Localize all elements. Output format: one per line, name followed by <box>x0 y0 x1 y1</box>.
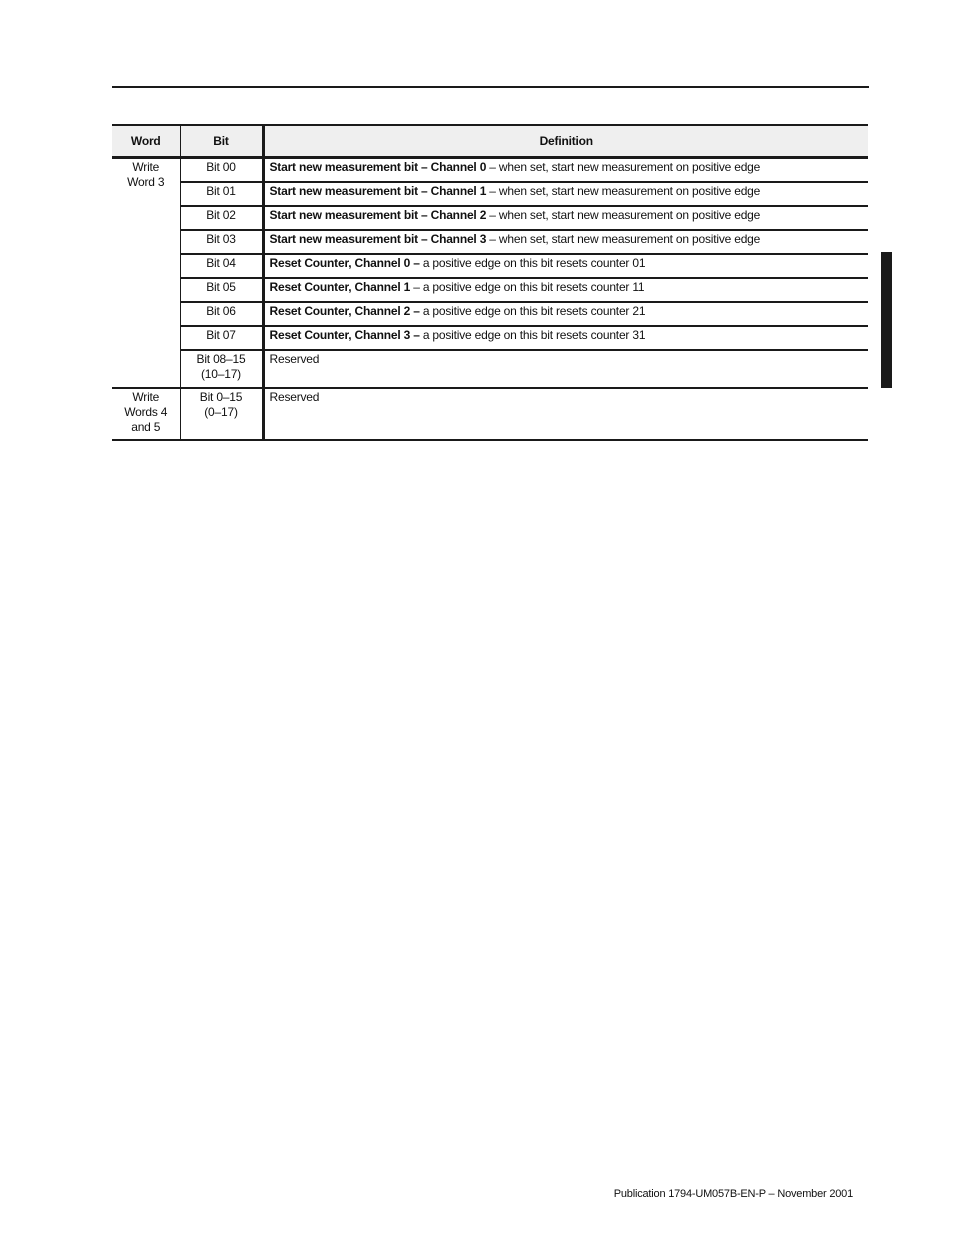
definition-text: Reserved <box>269 389 320 404</box>
table-row <box>112 350 868 388</box>
definition-title: Reset Counter, Channel 1 <box>269 279 411 294</box>
definition-title: Start new measurement bit – Channel 3 <box>269 231 487 246</box>
publication-footer: Publication 1794-UM057B-EN-P – November 2001 <box>613 1188 853 1200</box>
definition-title: Start new measurement bit – Channel 0 <box>269 160 487 174</box>
definition-text: a positive edge on this bit resets counter 01 <box>419 255 646 270</box>
word-label: Write Word 3 <box>127 160 165 189</box>
definition-title: Start new measurement bit – Channel 2 <box>269 207 487 222</box>
definition-cell <box>263 158 868 182</box>
table-row <box>112 230 868 254</box>
table-row <box>112 388 868 440</box>
definition-cell <box>263 388 868 440</box>
table-row <box>112 182 868 206</box>
table-row <box>112 158 868 182</box>
word-cell <box>112 388 180 440</box>
definition-title: Start new measurement bit – Channel 1 <box>269 183 487 198</box>
definition-text: Reserved <box>269 351 320 366</box>
definition-text: – when set, start new measurement on positive edge <box>486 231 761 246</box>
definition-title: Reset Counter, Channel 2 – <box>269 303 420 318</box>
header-definition: Definition <box>263 125 868 158</box>
definition-text: – a positive edge on this bit resets counter 11 <box>410 279 645 294</box>
table-row <box>112 278 868 302</box>
bit-label: Bit 0–15 (0–17) <box>199 389 243 419</box>
header-word: Word <box>112 125 180 158</box>
bit-cell: Bit 07 <box>180 326 263 350</box>
bit-cell: Bit 02 <box>180 206 263 230</box>
bit-cell: Bit 04 <box>180 254 263 278</box>
definition-cell <box>263 326 868 350</box>
word-label: Write Words 4 and 5 <box>124 389 168 434</box>
definition-cell <box>263 230 868 254</box>
header-bit: Bit <box>180 125 263 158</box>
definition-text: – when set, start new measurement on positive edge <box>486 160 761 174</box>
definition-cell <box>263 302 868 326</box>
word-cell <box>112 158 180 388</box>
table-row <box>112 302 868 326</box>
chapter-thumb-tab <box>881 252 892 388</box>
definition-title: Reset Counter, Channel 3 – <box>269 327 420 342</box>
top-rule <box>112 86 869 88</box>
definition-cell <box>263 182 868 206</box>
bit-label: Bit 08–15 (10–17) <box>196 351 246 381</box>
bit-cell: Bit 03 <box>180 230 263 254</box>
table-header-row <box>112 125 868 158</box>
table-row <box>112 254 868 278</box>
definition-cell <box>263 278 868 302</box>
definition-text: a positive edge on this bit resets counter 31 <box>419 327 646 342</box>
bit-cell: Bit 06 <box>180 302 263 326</box>
bit-definition-table <box>112 124 868 441</box>
bit-cell: Bit 05 <box>180 278 263 302</box>
definition-text: – when set, start new measurement on positive edge <box>486 207 761 222</box>
definition-cell <box>263 206 868 230</box>
definition-cell <box>263 350 868 388</box>
table-row <box>112 326 868 350</box>
bit-cell <box>180 350 263 388</box>
bit-cell: Bit 00 <box>180 158 263 182</box>
definition-title: Reset Counter, Channel 0 – <box>269 255 420 270</box>
bit-cell: Bit 01 <box>180 182 263 206</box>
definition-cell <box>263 254 868 278</box>
table-row <box>112 206 868 230</box>
bit-cell <box>180 388 263 440</box>
definition-text: a positive edge on this bit resets counter 21 <box>419 303 646 318</box>
definition-text: – when set, start new measurement on positive edge <box>486 183 761 198</box>
